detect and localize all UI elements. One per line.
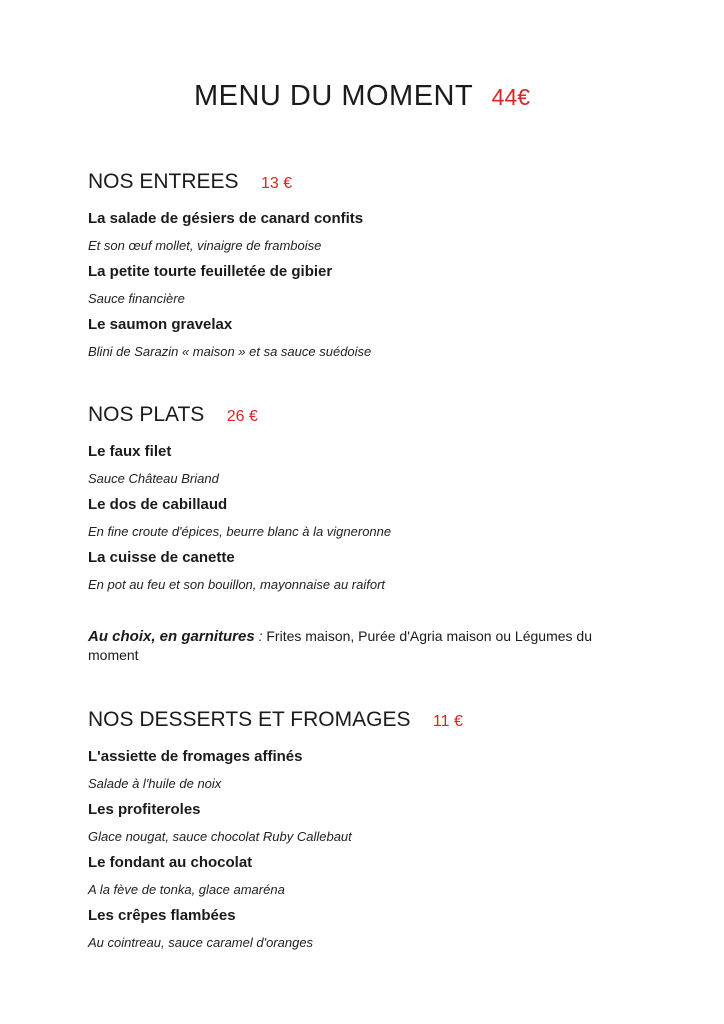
section-plats	[88, 402, 636, 593]
section-desserts-title: NOS DESSERTS ET FROMAGES	[88, 708, 411, 731]
garnish-text: Frites maison, Purée d'Agria maison ou Légumes du moment	[88, 628, 592, 663]
menu-title-row	[88, 80, 636, 113]
garnish-label: Au choix, en garnitures	[88, 628, 255, 645]
menu-item-description: Glace nougat, sauce chocolat Ruby Callebaut	[88, 829, 352, 844]
menu-item-description: Et son œuf mollet, vinaigre de framboise	[88, 238, 322, 253]
section-entrees-header	[88, 169, 636, 196]
menu-item-name: Le faux filet	[88, 443, 172, 460]
menu-title-price: 44€	[491, 84, 531, 110]
menu-item-name: La cuisse de canette	[88, 549, 235, 566]
menu-item-description: Salade à l'huile de noix	[88, 776, 222, 791]
garnish-separator: :	[254, 628, 267, 644]
menu-item-name: Le saumon gravelax	[88, 316, 233, 333]
section-entrees	[88, 169, 636, 360]
section-entrees-title: NOS ENTREES	[88, 170, 239, 193]
section-plats-price: 26 €	[226, 408, 258, 425]
menu-item-name: La petite tourte feuilletée de gibier	[88, 263, 333, 280]
menu-item-description: Sauce Château Briand	[88, 471, 219, 486]
menu-item-name: Le dos de cabillaud	[88, 496, 228, 513]
section-desserts	[88, 707, 636, 951]
section-plats-header	[88, 402, 636, 429]
menu-item-description: Au cointreau, sauce caramel d'oranges	[88, 935, 314, 950]
garnish-note	[88, 627, 636, 665]
menu-item-description: En fine croute d'épices, beurre blanc à la vigneronne	[88, 524, 392, 539]
section-desserts-header	[88, 707, 636, 734]
menu-item-name: Les crêpes flambées	[88, 907, 236, 924]
section-plats-title: NOS PLATS	[88, 403, 205, 426]
section-entrees-price: 13 €	[260, 175, 293, 192]
menu-item-name: Le fondant au chocolat	[88, 854, 253, 871]
menu-item-name: L'assiette de fromages affinés	[88, 748, 303, 765]
menu-item-name: Les profiteroles	[88, 801, 201, 818]
menu-item-description: A la fève de tonka, glace amaréna	[88, 882, 285, 897]
section-desserts-price: 11 €	[432, 713, 463, 730]
menu-item-description: Blini de Sarazin « maison » et sa sauce suédoise	[88, 344, 372, 359]
menu-item-description: En pot au feu et son bouillon, mayonnaise au raifort	[88, 577, 386, 592]
menu-title: MENU DU MOMENT	[193, 80, 474, 112]
menu-item-name: La salade de gésiers de canard confits	[88, 210, 364, 227]
menu-item-description: Sauce financière	[88, 291, 185, 306]
